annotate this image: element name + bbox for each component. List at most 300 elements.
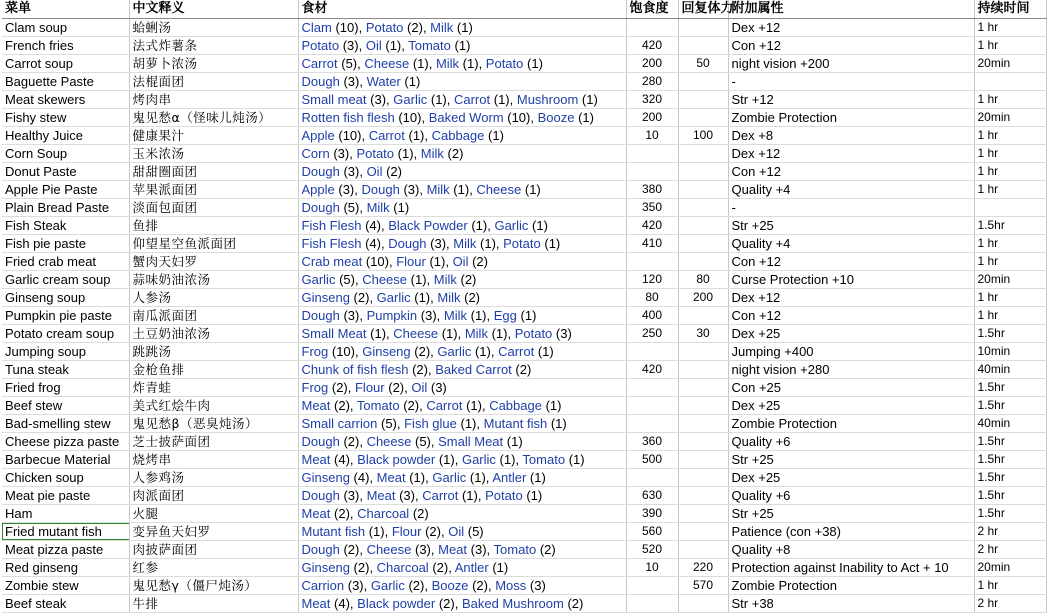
ingredient-quantity: (1) [520,308,537,323]
satiety-cell [626,163,678,181]
dish-name-cell: Bad-smelling stew [2,415,129,433]
duration-cell: 1 hr [974,163,1046,181]
ingredient-quantity: (1) [456,20,473,35]
ingredient-separator: , [347,380,355,395]
satiety-cell [626,145,678,163]
extra-attribute-cell: Quality +6 [728,433,974,451]
ingredient-quantity: (1) [404,74,421,89]
ingredient-quantity: (1) [488,128,504,143]
ingredient-quantity: (1) [493,92,510,107]
ingredient-quantity: (2) [425,524,441,539]
ingredient-name: Ginseng [301,470,350,485]
header-menu: 菜单 [2,0,129,19]
table-row[interactable] [2,217,1046,235]
ingredient-name: Antler [454,560,489,575]
ingredient-separator: , [359,542,367,557]
ingredient-quantity: (3) [338,182,355,197]
ingredients-cell [298,217,626,235]
extra-attribute-cell: - [728,73,974,91]
dish-name-cell: Fishy stew [2,109,129,127]
ingredient-name: Black Powder [388,218,468,233]
ingredient-name: Tomato [356,398,400,413]
ingredient-separator: , [421,110,429,125]
ingredient-quantity: (1) [454,38,471,53]
chinese-name-cell: 鬼见愁β（恶臭炖汤） [129,415,298,433]
dish-name-cell: Apple Pie Paste [2,181,129,199]
ingredient-separator: , [436,308,444,323]
satiety-cell: 420 [626,37,678,55]
chinese-name-cell: 金枪鱼排 [129,361,298,379]
ingredient-quantity: (1) [568,452,585,467]
stamina-recovery-cell [678,487,728,505]
stamina-recovery-cell [678,541,728,559]
ingredient-separator: , [440,524,449,539]
ingredient-quantity: (10) [331,344,355,359]
duration-cell: 40min [974,361,1046,379]
ingredient-quantity: (5) [380,416,397,431]
stamina-recovery-cell [678,343,728,361]
ingredient-quantity: (2) [438,596,455,611]
ingredient-name: Pumpkin [366,308,418,323]
ingredient-quantity: (1) [524,182,541,197]
satiety-cell: 10 [626,559,678,577]
ingredient-separator: , [477,488,486,503]
ingredient-quantity: (1) [492,560,509,575]
ingredient-name: Dough [301,488,340,503]
ingredient-separator: , [369,470,377,485]
header-row [2,0,1046,19]
extra-attribute-cell: Dex +25 [728,469,974,487]
satiety-cell: 380 [626,181,678,199]
ingredient-name: Dough [301,308,340,323]
ingredient-separator: , [354,182,362,197]
chinese-name-cell: 甜甜圈面团 [129,163,298,181]
ingredient-separator: , [401,38,409,53]
ingredient-separator: , [359,308,367,323]
table-row[interactable] [2,145,1046,163]
ingredient-quantity: (1) [370,326,387,341]
ingredient-separator: , [386,92,394,107]
table-row[interactable] [2,91,1046,109]
header-extra-attribute: 附加属性 [728,0,974,19]
ingredient-name: Cheese [366,434,412,449]
ingredient-separator: , [426,272,434,287]
chinese-name-cell: 跳跳汤 [129,343,298,361]
ingredient-name: Dough [301,434,340,449]
table-row[interactable] [2,289,1046,307]
ingredient-quantity: (1) [393,200,410,215]
ingredient-name: Chunk of fish flesh [301,362,409,377]
satiety-cell: 560 [626,523,678,541]
ingredient-name: Fish Flesh [301,236,362,251]
stamina-recovery-cell: 100 [678,127,728,145]
ingredient-name: Potato [301,38,340,53]
ingredient-separator: , [422,20,431,35]
extra-attribute-cell: Zombie Protection [728,415,974,433]
ingredient-quantity: (2) [388,380,405,395]
extra-attribute-cell: Dex +25 [728,325,974,343]
satiety-cell: 390 [626,505,678,523]
satiety-cell: 250 [626,325,678,343]
table-row[interactable] [2,559,1046,577]
dish-name-cell: Fried crab meat [2,253,129,271]
table-row[interactable] [2,379,1046,397]
stamina-recovery-cell [678,523,728,541]
ingredient-name: Baked Carrot [435,362,512,377]
satiety-cell [626,397,678,415]
table-row[interactable] [2,523,1046,541]
ingredient-name: Mutant fish [483,416,548,431]
chinese-name-cell: 烧烤串 [129,451,298,469]
ingredient-name: Charcoal [376,560,429,575]
ingredient-quantity: (1) [438,452,455,467]
ingredient-separator: , [354,272,363,287]
table-row[interactable] [2,37,1046,55]
ingredient-separator: , [363,578,371,593]
ingredient-separator: , [427,362,436,377]
ingredients-cell [298,325,626,343]
ingredient-name: Corn [301,146,330,161]
ingredient-quantity: (2) [539,542,556,557]
duration-cell: 20min [974,55,1046,73]
extra-attribute-cell: Quality +6 [728,487,974,505]
ingredient-quantity: (1) [506,434,523,449]
satiety-cell [626,595,678,613]
ingredient-name: Oil [452,254,469,269]
ingredient-name: Carrion [301,578,345,593]
table-row[interactable] [2,235,1046,253]
ingredient-quantity: (10) [335,20,359,35]
stamina-recovery-cell [678,415,728,433]
ingredient-quantity: (4) [334,452,350,467]
ingredient-quantity: (2) [407,20,423,35]
extra-attribute-cell: Str +25 [728,505,974,523]
ingredient-name: Meat [301,596,331,611]
ingredient-quantity: (1) [410,272,427,287]
duration-cell: 1 hr [974,145,1046,163]
table-row[interactable] [2,595,1046,613]
ingredients-cell [298,37,626,55]
chinese-name-cell: 美式红烩牛肉 [129,397,298,415]
table-row[interactable] [2,325,1046,343]
satiety-cell: 410 [626,235,678,253]
ingredient-name: Frog [301,380,329,395]
chinese-name-cell: 肉派面团 [129,487,298,505]
ingredients-cell [298,487,626,505]
extra-attribute-cell: Str +25 [728,217,974,235]
ingredient-separator: , [424,578,432,593]
table-row[interactable] [2,163,1046,181]
ingredient-quantity: (1) [412,56,429,71]
table-row[interactable] [2,415,1046,433]
header-duration: 持续时间 [974,0,1046,19]
ingredient-separator: , [349,596,358,611]
ingredient-name: Rotten fish flesh [301,110,395,125]
ingredient-name: Cabbage [431,128,485,143]
stamina-recovery-cell [678,181,728,199]
ingredient-quantity: (2) [403,398,420,413]
ingredient-name: Milk [435,56,460,71]
table-row[interactable] [2,487,1046,505]
ingredient-quantity: (1) [581,92,598,107]
ingredient-name: Garlic [393,92,428,107]
ingredient-separator: , [359,434,367,449]
ingredient-separator: , [478,56,486,71]
table-row[interactable] [2,109,1046,127]
ingredients-cell [298,433,626,451]
dish-name-cell: Fried mutant fish [2,523,129,541]
ingredient-quantity: (3) [529,578,546,593]
ingredients-cell [298,289,626,307]
ingredient-quantity: (1) [430,92,447,107]
ingredient-quantity: (3) [403,182,420,197]
dish-name-cell: Healthy Juice [2,127,129,145]
ingredient-separator: , [349,398,357,413]
satiety-cell [626,19,678,37]
ingredient-quantity: (1) [578,110,594,125]
extra-attribute-cell: Dex +25 [728,397,974,415]
dish-name-cell: Garlic cream soup [2,271,129,289]
ingredient-quantity: (1) [466,398,482,413]
duration-cell: 1.5hr [974,217,1046,235]
duration-cell: 1.5hr [974,325,1046,343]
ingredient-separator: , [457,326,465,341]
ingredient-separator: , [369,290,377,305]
duration-cell: 20min [974,559,1046,577]
table-row[interactable] [2,469,1046,487]
ingredient-quantity: (10) [507,110,531,125]
ingredient-name: Potato [365,20,404,35]
table-row[interactable] [2,271,1046,289]
ingredient-quantity: (1) [480,236,496,251]
stamina-recovery-cell [678,595,728,613]
ingredient-separator: , [445,254,453,269]
ingredient-separator: , [349,506,358,521]
ingredient-name: Flour [354,380,385,395]
ingredient-separator: , [485,470,493,485]
duration-cell: 1 hr [974,253,1046,271]
ingredient-name: Dough [301,164,340,179]
ingredient-quantity: (1) [491,326,508,341]
ingredient-separator: , [349,452,358,467]
table-row[interactable] [2,451,1046,469]
ingredient-name: Carrot [368,128,405,143]
ingredient-quantity: (2) [432,560,449,575]
ingredient-quantity: (2) [447,146,464,161]
ingredient-name: Milk [366,200,390,215]
table-row[interactable] [2,181,1046,199]
ingredient-name: Dough [301,200,340,215]
stamina-recovery-cell: 220 [678,559,728,577]
ingredient-name: Ginseng [362,344,411,359]
stamina-recovery-cell [678,145,728,163]
ingredient-separator: , [515,452,523,467]
extra-attribute-cell: Dex +12 [728,145,974,163]
ingredient-separator: , [530,110,538,125]
chinese-name-cell: 变异鱼天妇罗 [129,523,298,541]
chinese-name-cell: 芝士披萨面团 [129,433,298,451]
ingredient-name: Small Meat [301,326,367,341]
ingredient-name: Flour [391,524,422,539]
ingredient-separator: , [404,380,412,395]
extra-attribute-cell: Quality +4 [728,235,974,253]
stamina-recovery-cell [678,307,728,325]
dish-name-cell: Carrot soup [2,55,129,73]
table-row[interactable] [2,505,1046,523]
ingredient-quantity: (3) [470,542,487,557]
ingredient-name: Potato [485,56,524,71]
ingredient-name: Potato [485,488,523,503]
table-row[interactable] [2,433,1046,451]
extra-attribute-cell: Dex +12 [728,289,974,307]
chinese-name-cell: 火腿 [129,505,298,523]
ingredient-name: Tomato [522,452,566,467]
dish-name-cell: Ginseng soup [2,289,129,307]
ingredient-name: Potato [503,236,541,251]
extra-attribute-cell: - [728,199,974,217]
ingredient-quantity: (2) [334,506,350,521]
ingredient-quantity: (2) [464,290,480,305]
stamina-recovery-cell [678,37,728,55]
ingredient-quantity: (4) [334,596,350,611]
ingredient-quantity: (5) [339,272,355,287]
stamina-recovery-cell [678,397,728,415]
chinese-name-cell: 蟹肉天妇罗 [129,253,298,271]
ingredient-quantity: (1) [408,128,425,143]
ingredient-name: Small meat [301,92,367,107]
ingredient-quantity: (1) [527,56,543,71]
ingredient-quantity: (2) [515,362,532,377]
dish-name-cell: Fried frog [2,379,129,397]
ingredient-name: Apple [301,128,335,143]
duration-cell: 1 hr [974,127,1046,145]
stamina-recovery-cell: 30 [678,325,728,343]
duration-cell: 1 hr [974,37,1046,55]
stamina-recovery-cell [678,361,728,379]
ingredient-quantity: (1) [453,182,470,197]
ingredients-cell [298,559,626,577]
ingredient-name: Meat [301,452,331,467]
extra-attribute-cell: Str +12 [728,91,974,109]
chinese-name-cell: 肉披萨面团 [129,541,298,559]
ingredients-cell [298,199,626,217]
ingredient-quantity: (1) [368,524,385,539]
ingredient-quantity: (5) [467,524,484,539]
ingredient-name: Tomato [493,542,537,557]
table-row[interactable] [2,307,1046,325]
table-row[interactable] [2,361,1046,379]
extra-attribute-cell: Patience (con +38) [728,523,974,541]
ingredient-name: Fish Flesh [301,218,362,233]
extra-attribute-cell: Dex +8 [728,127,974,145]
ingredient-name: Black powder [357,452,436,467]
ingredient-separator: , [359,164,367,179]
table-row[interactable] [2,541,1046,559]
ingredient-name: Garlic [494,218,529,233]
ingredient-separator: , [419,182,427,197]
ingredient-name: Ginseng [301,290,350,305]
table-row[interactable] [2,199,1046,217]
stamina-recovery-cell: 200 [678,289,728,307]
stamina-recovery-cell [678,379,728,397]
ingredient-separator: , [487,578,496,593]
ingredient-quantity: (4) [365,236,381,251]
ingredient-name: Cheese [362,272,408,287]
ingredient-quantity: (2) [460,272,477,287]
ingredient-quantity: (10) [338,128,362,143]
ingredient-name: Milk [426,182,450,197]
table-row[interactable] [2,253,1046,271]
ingredient-name: Frog [301,344,329,359]
ingredient-quantity: (1) [544,236,561,251]
table-row[interactable] [2,343,1046,361]
ingredient-name: Cabbage [489,398,542,413]
table-row[interactable] [2,397,1046,415]
ingredients-cell [298,415,626,433]
extra-attribute-cell: Con +12 [728,253,974,271]
ingredients-cell [298,595,626,613]
stamina-recovery-cell [678,217,728,235]
ingredient-name: Garlic [376,290,411,305]
ingredient-separator: , [425,470,433,485]
ingredient-name: Carrot [301,56,338,71]
ingredient-quantity: (1) [414,290,431,305]
ingredient-name: Garlic [461,452,496,467]
ingredient-separator: , [386,326,394,341]
duration-cell: 1.5hr [974,379,1046,397]
ingredient-separator: , [430,344,438,359]
ingredient-quantity: (3) [343,164,360,179]
ingredients-cell [298,577,626,595]
ingredient-name: Egg [493,308,517,323]
extra-attribute-cell: Protection against Inability to Act + 10 [728,559,974,577]
ingredient-quantity: (2) [334,398,350,413]
table-row[interactable] [2,577,1046,595]
dish-name-cell: Red ginseng [2,559,129,577]
extra-attribute-cell: night vision +280 [728,361,974,379]
satiety-cell [626,469,678,487]
ingredient-name: Ginseng [301,560,350,575]
ingredient-quantity: (3) [333,146,350,161]
ingredient-name: Clam [301,20,332,35]
ingredient-separator: , [359,200,367,215]
table-row[interactable] [2,127,1046,145]
ingredients-cell [298,145,626,163]
satiety-cell: 200 [626,55,678,73]
ingredient-name: Carrot [426,398,463,413]
table-row[interactable] [2,73,1046,91]
ingredient-quantity: (3) [555,326,572,341]
ingredient-separator: , [354,344,363,359]
satiety-cell: 320 [626,91,678,109]
table-row[interactable] [2,55,1046,73]
ingredient-quantity: (2) [567,596,584,611]
ingredient-quantity: (3) [430,236,447,251]
header-chinese-meaning: 中文释义 [129,0,298,19]
ingredients-cell [298,451,626,469]
satiety-cell: 400 [626,307,678,325]
ingredients-cell [298,307,626,325]
dish-name-cell: Jumping soup [2,343,129,361]
duration-cell: 2 hr [974,595,1046,613]
ingredient-separator: , [357,56,365,71]
duration-cell: 1 hr [974,181,1046,199]
table-row[interactable] [2,19,1046,37]
dish-name-cell: Tuna steak [2,361,129,379]
extra-attribute-cell: Curse Protection +10 [728,271,974,289]
ingredient-quantity: (2) [386,164,402,179]
ingredient-name: Carrot [422,488,459,503]
